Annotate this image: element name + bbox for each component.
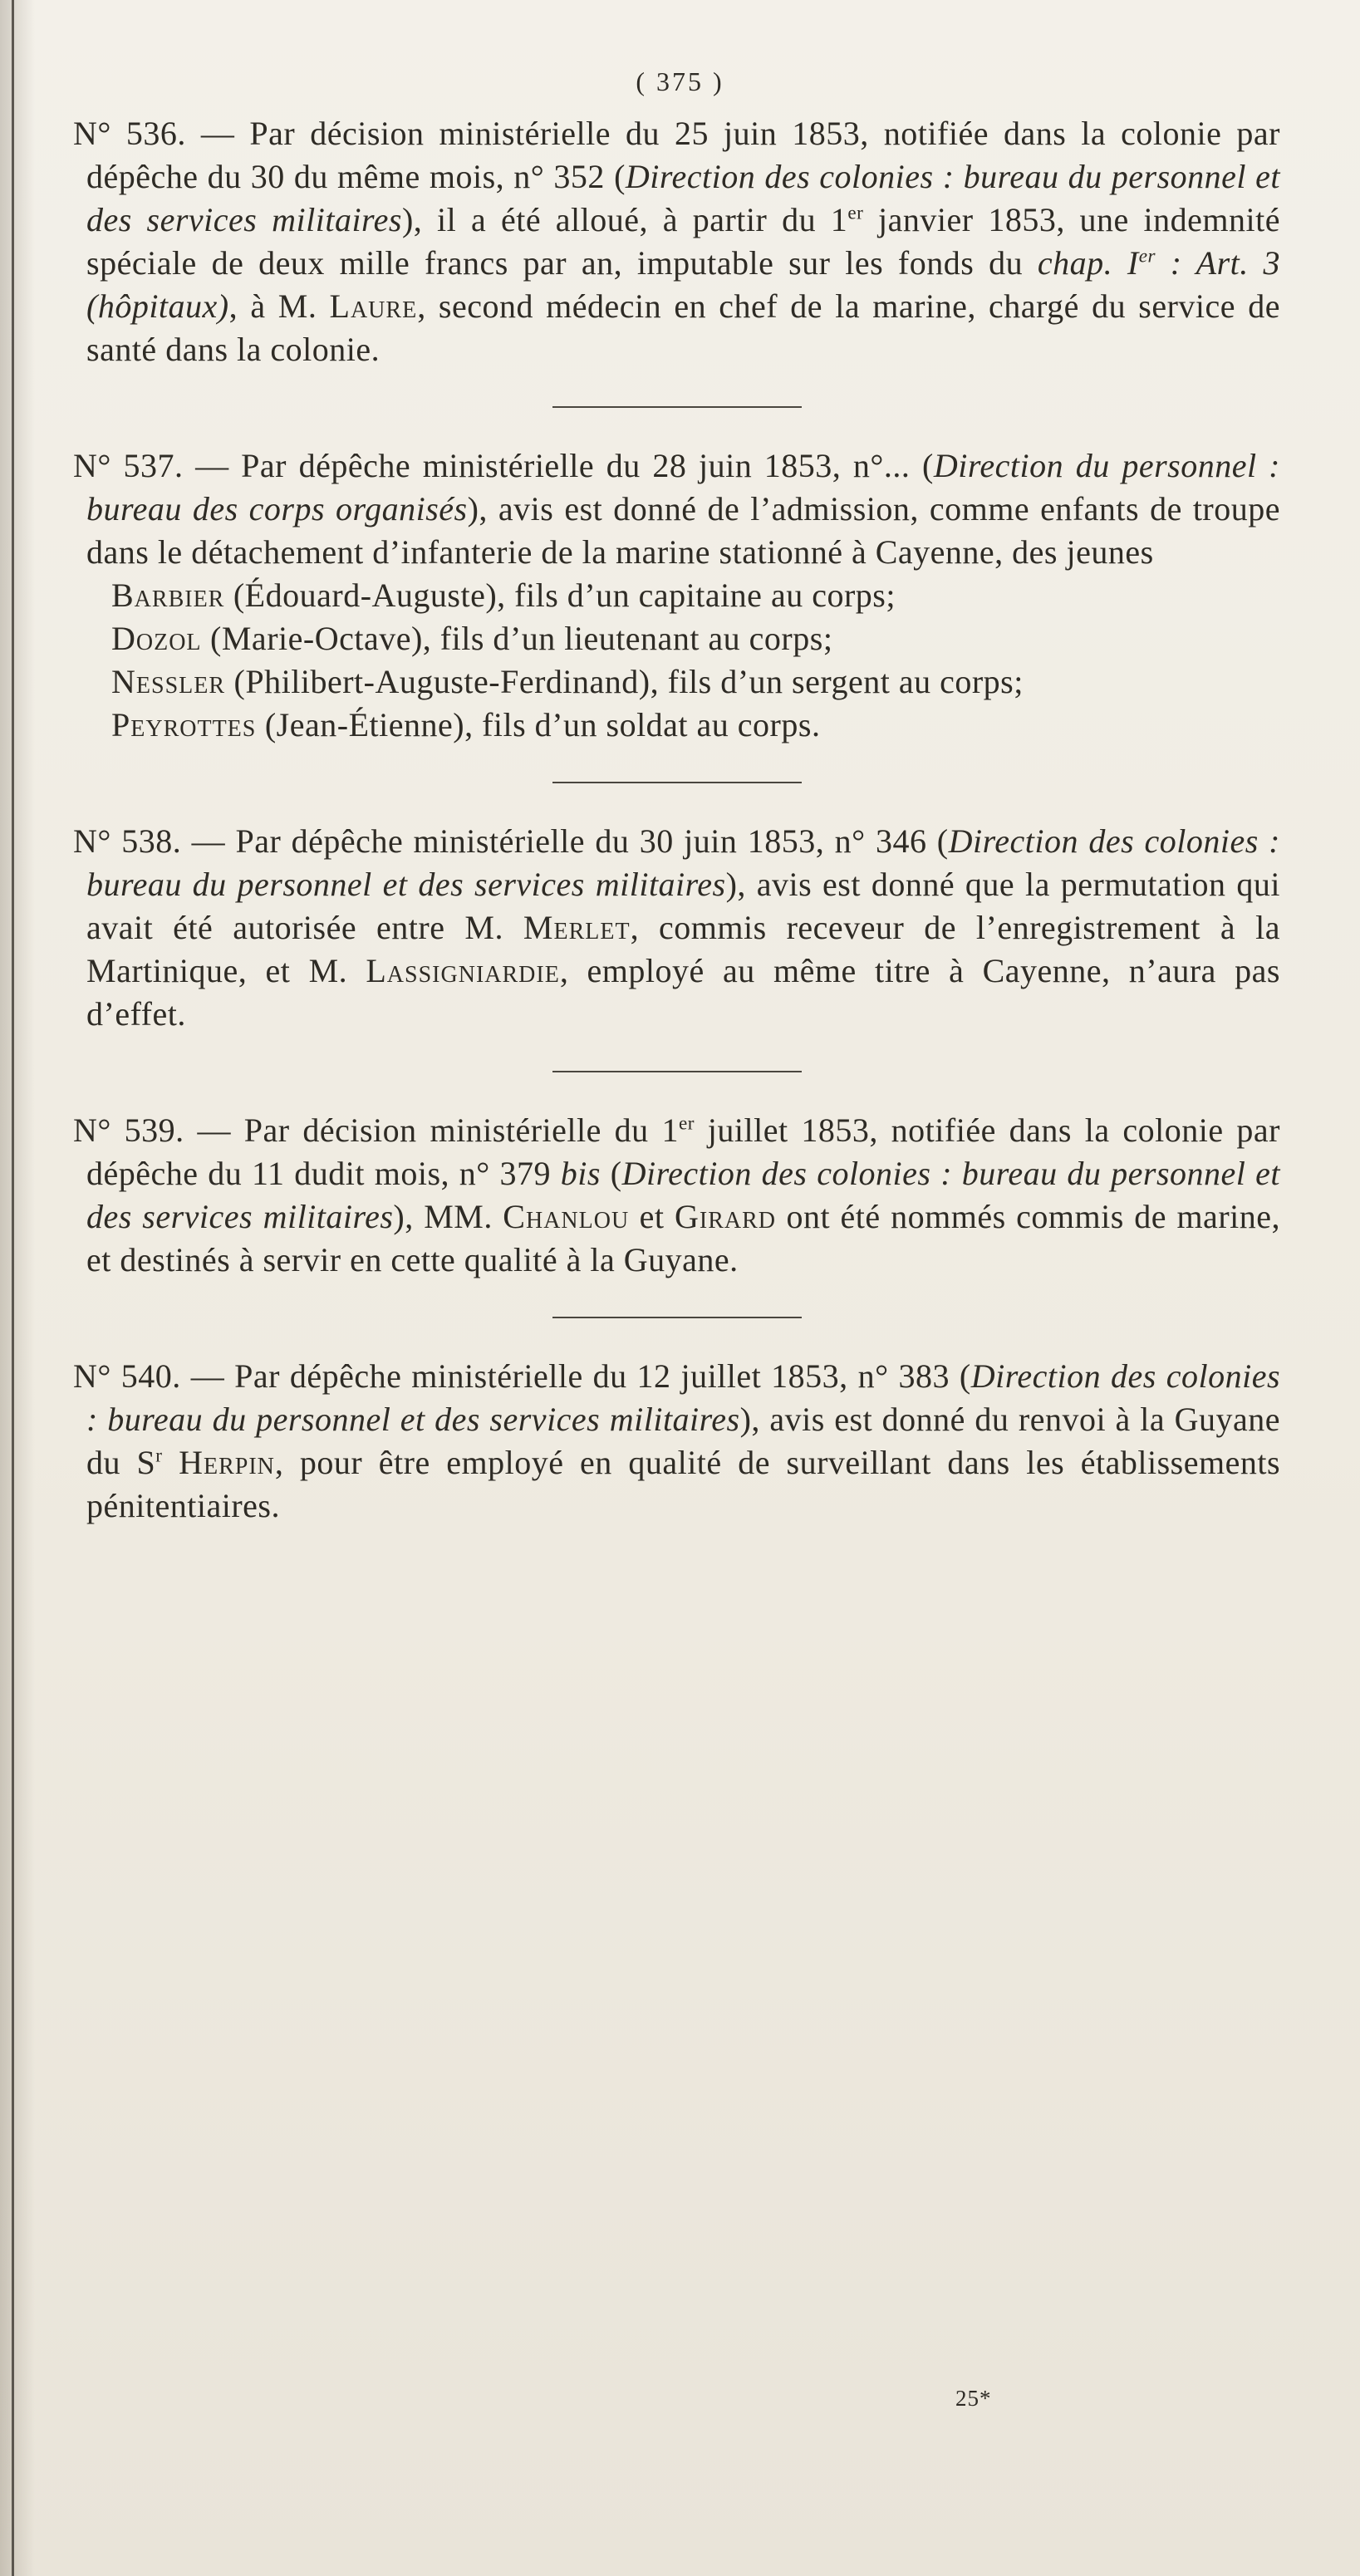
entry-name-line: Peyrottes (Jean-Étienne), fils d’un soldat au corps.	[111, 706, 821, 743]
signature-mark: 25*	[955, 2386, 992, 2411]
entry-paragraph: N° 536. — Par décision ministérielle du 25 juin 1853, notifiée dans la colonie par dépêche du 30 du même mois, n° 352 (Direction des colonies : bureau du personnel et des services militaires), il a été alloué, à partir du 1er janvier 1853, une indemnité spéciale de deux mille francs par an, imputable sur les fonds du chap. Ier : Art. 3 (hôpitaux), à M. Laure, second médecin en chef de la marine, chargé du service de santé dans la colonie.	[73, 115, 1281, 368]
entry-paragraph: N° 539. — Par décision ministérielle du 1er juillet 1853, notifiée dans la colonie par dépêche du 11 dudit mois, n° 379 bis (Direction des colonies : bureau du personnel et des services militaires), MM. Chanlou et Girard ont été nommés commis de marine, et destinés à servir en cette qualité à la Guyane.	[73, 1111, 1281, 1278]
entry-paragraph: N° 540. — Par dépêche ministérielle du 12 juillet 1853, n° 383 (Direction des colonies : bureau du personnel et des services militaires), avis est donné du renvoi à la Guyane du $S^r$ Herpin, pour être employé en qualité de surveillant dans les établissements pénitentiaires.	[73, 1357, 1281, 1524]
entry-name-line: Barbier (Édouard-Auguste), fils d’un capitaine au corps;	[111, 577, 896, 614]
section-divider	[552, 1071, 802, 1072]
section-divider	[552, 782, 802, 783]
entry-name-line: Dozol (Marie-Octave), fils d’un lieutenant au corps;	[111, 620, 833, 657]
page-number: ( 375 )	[636, 66, 724, 96]
entry-537	[73, 444, 1280, 747]
entry-paragraph: N° 537. — Par dépêche ministérielle du 28 juin 1853, n°... (Direction du personnel : bureau des corps organisés), avis est donné de l’admission, comme enfants de troupe dans le détachement d’infanterie de la marine stationné à Cayenne, des jeunes	[73, 447, 1281, 571]
entry-name-line: Nessler (Philibert-Auguste-Ferdinand), fils d’un sergent au corps;	[111, 663, 1024, 700]
binding-edge-line	[12, 0, 14, 2576]
text-block	[73, 112, 1280, 1528]
section-divider	[552, 1317, 802, 1318]
section-divider	[552, 406, 802, 408]
entry-538	[73, 820, 1280, 1036]
entry-paragraph: N° 538. — Par dépêche ministérielle du 30 juin 1853, n° 346 (Direction des colonies : bureau du personnel et des services militaires), avis est donné que la permutation qui avait été autorisée entre M. Merlet, commis receveur de l’enregistrement à la Martinique, et M. Lassigniardie, employé au même titre à Cayenne, n’aura pas d’effet.	[73, 822, 1281, 1033]
entry-539	[73, 1109, 1280, 1282]
entry-536	[73, 112, 1280, 371]
entry-540	[73, 1355, 1280, 1528]
